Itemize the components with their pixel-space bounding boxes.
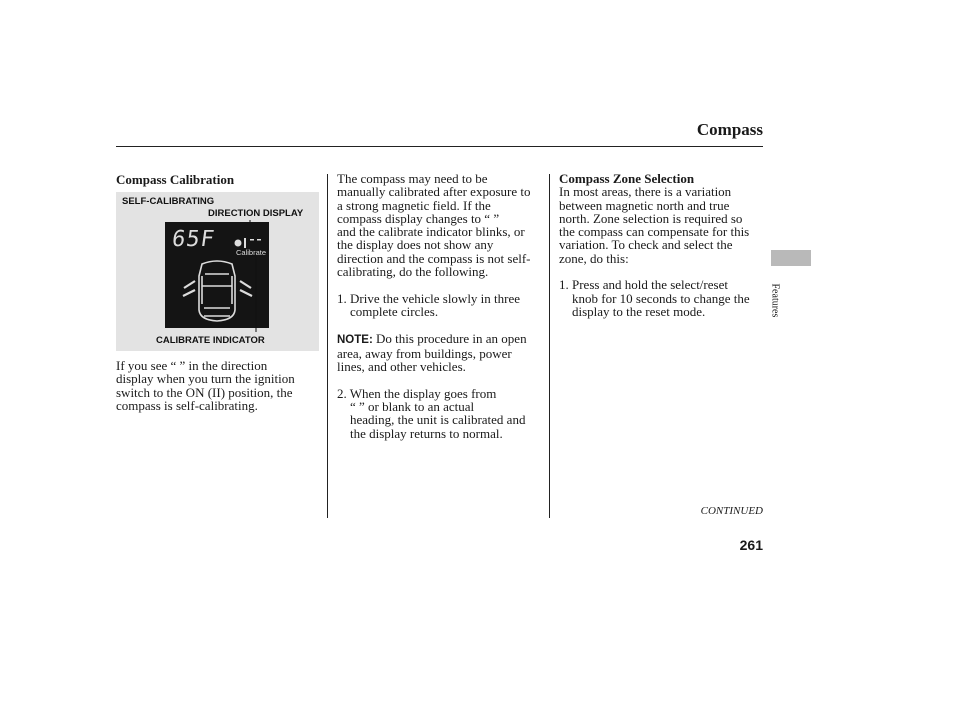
- note-line: lines, and other vehicles.: [337, 359, 466, 375]
- column-divider-2: [549, 174, 550, 518]
- text-line: between magnetic north and true: [559, 197, 730, 213]
- page-title: Compass: [696, 120, 763, 139]
- text-line: calibrating, do the following.: [337, 264, 489, 280]
- note-label: NOTE:: [337, 333, 373, 346]
- note-line: area, away from buildings, power: [337, 345, 512, 361]
- text-line: compass display changes to “ ”: [337, 210, 500, 226]
- step-2-line: “ ” or blank to an actual: [350, 399, 475, 415]
- direction-display-label: DIRECTION DISPLAY: [208, 208, 304, 219]
- section-tab-label: Features: [769, 283, 781, 318]
- step-1-line: display to the reset mode.: [572, 303, 706, 319]
- calibrate-readout: Calibrate: [236, 248, 267, 257]
- text-line: zone, do this:: [559, 250, 629, 266]
- step-1-line: complete circles.: [350, 303, 439, 319]
- step-1-line: 1. Drive the vehicle slowly in three: [337, 290, 521, 306]
- display-diagram: [116, 192, 319, 351]
- zone-selection-heading: Compass Zone Selection: [559, 171, 695, 186]
- right-column: [559, 172, 764, 318]
- text-line: the compass can compensate for this: [559, 224, 750, 240]
- step-1-line: knob for 10 seconds to change the: [572, 290, 750, 306]
- temperature-readout: 65F: [170, 227, 217, 252]
- note-line: [337, 332, 547, 347]
- page-number: 261: [739, 537, 763, 553]
- step-2-line: heading, the unit is calibrated and: [350, 412, 526, 428]
- continued-label: CONTINUED: [700, 505, 763, 517]
- text-line: If you see “ ” in the direction: [116, 358, 268, 373]
- text-line: the display does not show any: [337, 237, 494, 253]
- text-line: In most areas, there is a variation: [559, 184, 732, 200]
- calibrate-indicator-label: CALIBRATE INDICATOR: [156, 335, 265, 346]
- compass-display-figure: [116, 192, 319, 351]
- text-line: north. Zone selection is required so: [559, 210, 743, 226]
- text-line: a strong magnetic field. If the: [337, 197, 491, 213]
- step-2-line: the display returns to normal.: [350, 425, 503, 441]
- text-line: and the calibrate indicator blinks, or: [337, 224, 525, 240]
- self-calibrating-label: SELF-CALIBRATING: [122, 196, 215, 207]
- section-tab: [771, 250, 811, 266]
- text-line: direction and the compass is not self-: [337, 250, 531, 266]
- step-1-line: 1. Press and hold the select/reset: [559, 277, 728, 293]
- step-2-line: 2. When the display goes from: [337, 385, 497, 401]
- header-divider: [116, 146, 763, 147]
- compass-calibration-heading: Compass Calibration: [116, 172, 235, 187]
- text-line: compass is self-calibrating.: [116, 397, 258, 413]
- text-line: manually calibrated after exposure to: [337, 184, 531, 200]
- middle-column: [337, 172, 547, 440]
- text-line: The compass may need to be: [337, 171, 488, 186]
- note-text: Do this procedure in an open: [372, 330, 527, 346]
- text-line: switch to the ON (II) position, the: [116, 384, 293, 400]
- text-line: variation. To check and select the: [559, 237, 733, 253]
- text-line: display when you turn the ignition: [116, 371, 295, 387]
- left-paragraph: [116, 359, 321, 412]
- column-divider-1: [327, 174, 328, 518]
